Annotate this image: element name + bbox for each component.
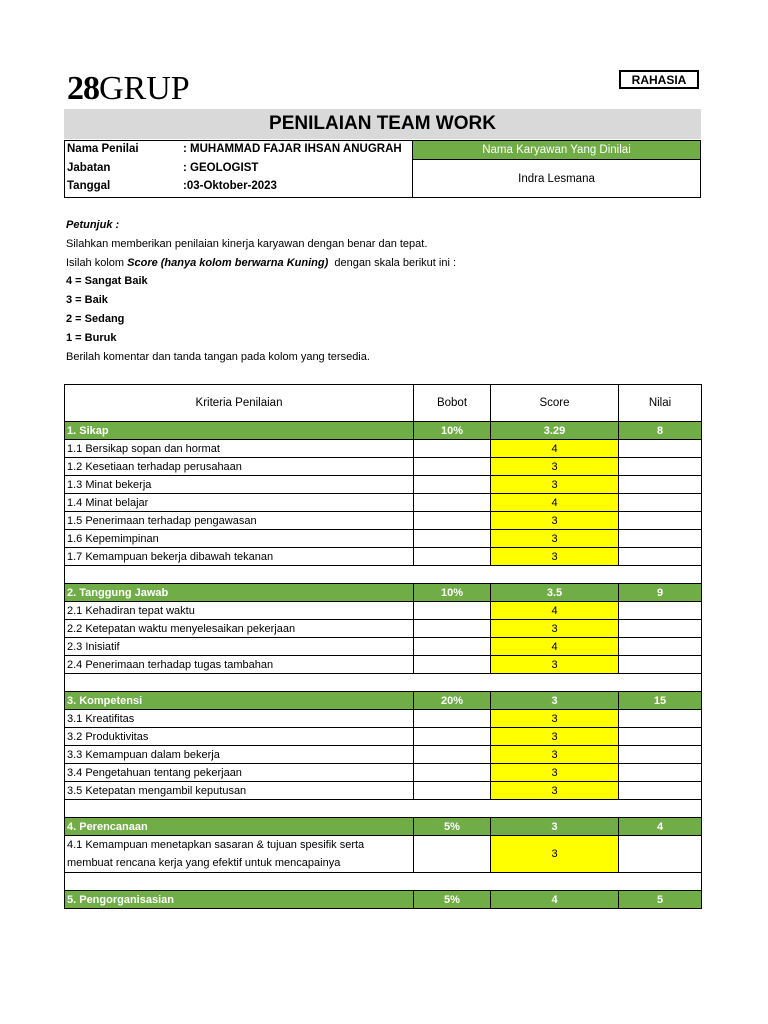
score-input-cell[interactable]: 4 xyxy=(491,440,619,458)
date-label: Tanggal xyxy=(67,180,111,192)
criteria-weight-cell xyxy=(414,764,491,782)
criteria-row xyxy=(65,710,702,728)
scale-item: 3 = Baik xyxy=(66,294,108,306)
criteria-weight-cell xyxy=(414,530,491,548)
instructions-line2 xyxy=(66,257,456,269)
criteria-row xyxy=(65,476,702,494)
logo-word: GRUP xyxy=(99,70,190,107)
score-input-cell[interactable]: 3 xyxy=(491,512,619,530)
criteria-label: 1.3 Minat bekerja xyxy=(65,476,414,494)
logo-number: 28 xyxy=(67,70,99,107)
evaluator-name-label: Nama Penilai xyxy=(67,143,139,155)
criteria-value-cell xyxy=(619,836,702,873)
assessment-table xyxy=(64,384,702,909)
section-value: 15 xyxy=(619,692,702,710)
criteria-value-cell xyxy=(619,620,702,638)
section-score: 3.29 xyxy=(491,422,619,440)
section-weight: 10% xyxy=(414,422,491,440)
criteria-value-cell xyxy=(619,656,702,674)
criteria-weight-cell xyxy=(414,602,491,620)
scale-item: 2 = Sedang xyxy=(66,313,125,325)
criteria-label: 3.4 Pengetahuan tentang pekerjaan xyxy=(65,764,414,782)
score-input-cell[interactable]: 3 xyxy=(491,530,619,548)
criteria-value-cell xyxy=(619,494,702,512)
section-name: 1. Sikap xyxy=(65,422,414,440)
criteria-row xyxy=(65,746,702,764)
criteria-row xyxy=(65,782,702,800)
instructions-line1: Silahkan memberikan penilaian kinerja karyawan dengan benar dan tepat. xyxy=(66,238,428,250)
section-name: 3. Kompetensi xyxy=(65,692,414,710)
criteria-label: 3.1 Kreatifitas xyxy=(65,710,414,728)
employee-label: Nama Karyawan Yang Dinilai xyxy=(413,141,700,160)
criteria-row xyxy=(65,458,702,476)
instructions-closing: Berilah komentar dan tanda tangan pada kolom yang tersedia. xyxy=(66,351,370,363)
instructions-line2-emphasis: Score (hanya kolom berwarna Kuning) xyxy=(127,257,329,269)
page-title: PENILAIAN TEAM WORK xyxy=(64,109,701,139)
score-input-cell[interactable]: 3 xyxy=(491,476,619,494)
criteria-weight-cell xyxy=(414,728,491,746)
criteria-value-cell xyxy=(619,782,702,800)
date-row xyxy=(65,178,413,196)
spacer-cell xyxy=(65,674,702,692)
criteria-row xyxy=(65,494,702,512)
criteria-value-cell xyxy=(619,746,702,764)
criteria-label: 1.4 Minat belajar xyxy=(65,494,414,512)
section-row xyxy=(65,422,702,440)
criteria-row xyxy=(65,512,702,530)
criteria-weight-cell xyxy=(414,512,491,530)
criteria-weight-cell xyxy=(414,494,491,512)
criteria-weight-cell xyxy=(414,782,491,800)
spacer-cell xyxy=(65,873,702,891)
criteria-row xyxy=(65,530,702,548)
criteria-value-cell xyxy=(619,530,702,548)
table-header-row xyxy=(65,385,702,422)
scale-item: 4 = Sangat Baik xyxy=(66,275,148,287)
score-input-cell[interactable]: 3 xyxy=(491,782,619,800)
criteria-weight-cell xyxy=(414,440,491,458)
section-weight: 5% xyxy=(414,891,491,909)
score-input-cell[interactable]: 3 xyxy=(491,746,619,764)
score-input-cell[interactable]: 3 xyxy=(491,620,619,638)
criteria-label: 1.2 Kesetiaan terhadap perusahaan xyxy=(65,458,414,476)
score-input-cell[interactable]: 3 xyxy=(491,458,619,476)
instructions-line2-post: dengan skala berikut ini : xyxy=(328,257,457,269)
criteria-value-cell xyxy=(619,440,702,458)
section-value: 9 xyxy=(619,584,702,602)
criteria-label: 3.2 Produktivitas xyxy=(65,728,414,746)
score-input-cell[interactable]: 4 xyxy=(491,602,619,620)
criteria-weight-cell xyxy=(414,638,491,656)
criteria-weight-cell xyxy=(414,710,491,728)
criteria-value-cell xyxy=(619,458,702,476)
criteria-row xyxy=(65,638,702,656)
section-value: 8 xyxy=(619,422,702,440)
criteria-label: 1.5 Penerimaan terhadap pengawasan xyxy=(65,512,414,530)
header-weight: Bobot xyxy=(414,385,491,422)
section-value: 5 xyxy=(619,891,702,909)
criteria-row xyxy=(65,728,702,746)
section-score: 3.5 xyxy=(491,584,619,602)
score-input-cell[interactable]: 3 xyxy=(491,728,619,746)
criteria-label: 2.2 Ketepatan waktu menyelesaikan pekerjaan xyxy=(65,620,414,638)
criteria-value-cell xyxy=(619,710,702,728)
section-score: 3 xyxy=(491,692,619,710)
criteria-row xyxy=(65,602,702,620)
section-score: 4 xyxy=(491,891,619,909)
section-weight: 5% xyxy=(414,818,491,836)
score-input-cell[interactable]: 3 xyxy=(491,548,619,566)
criteria-label: 2.3 Inisiatif xyxy=(65,638,414,656)
criteria-label: 2.4 Penerimaan terhadap tugas tambahan xyxy=(65,656,414,674)
criteria-value-cell xyxy=(619,638,702,656)
criteria-row xyxy=(65,656,702,674)
evaluator-name-value: : MUHAMMAD FAJAR IHSAN ANUGRAH xyxy=(183,143,402,155)
criteria-weight-cell xyxy=(414,620,491,638)
criteria-value-cell xyxy=(619,764,702,782)
criteria-weight-cell xyxy=(414,656,491,674)
criteria-row xyxy=(65,764,702,782)
position-row xyxy=(65,160,413,178)
criteria-label: 1.6 Kepemimpinan xyxy=(65,530,414,548)
employee-name: Indra Lesmana xyxy=(518,172,595,185)
spacer-row xyxy=(65,566,702,584)
section-row xyxy=(65,584,702,602)
criteria-label: 1.1 Bersikap sopan dan hormat xyxy=(65,440,414,458)
section-row xyxy=(65,818,702,836)
score-input-cell[interactable]: 4 xyxy=(491,494,619,512)
criteria-label: 3.3 Kemampuan dalam bekerja xyxy=(65,746,414,764)
spacer-cell xyxy=(65,800,702,818)
section-row xyxy=(65,891,702,909)
section-weight: 10% xyxy=(414,584,491,602)
criteria-label: 3.5 Ketepatan mengambil keputusan xyxy=(65,782,414,800)
section-name: 2. Tanggung Jawab xyxy=(65,584,414,602)
criteria-value-cell xyxy=(619,548,702,566)
evaluator-details xyxy=(65,141,413,197)
position-label: Jabatan xyxy=(67,162,111,174)
score-input-cell[interactable]: 3 xyxy=(491,764,619,782)
score-input-cell[interactable]: 4 xyxy=(491,638,619,656)
criteria-label: 4.1 Kemampuan menetapkan sasaran & tujuan spesifik serta membuat rencana kerja yang efektif untuk mencapainya xyxy=(65,836,414,873)
section-value: 4 xyxy=(619,818,702,836)
section-row xyxy=(65,692,702,710)
spacer-row xyxy=(65,674,702,692)
section-name: 5. Pengorganisasian xyxy=(65,891,414,909)
score-input-cell[interactable]: 3 xyxy=(491,710,619,728)
criteria-row xyxy=(65,440,702,458)
confidential-badge: RAHASIA xyxy=(619,70,699,89)
section-weight: 20% xyxy=(414,692,491,710)
header-criteria: Kriteria Penilaian xyxy=(65,385,414,422)
criteria-value-cell xyxy=(619,512,702,530)
company-logo xyxy=(67,71,190,107)
criteria-weight-cell xyxy=(414,746,491,764)
criteria-weight-cell xyxy=(414,836,491,873)
score-input-cell[interactable]: 3 xyxy=(491,836,619,873)
evaluator-name-row xyxy=(65,141,413,159)
section-name: 4. Perencanaan xyxy=(65,818,414,836)
score-input-cell[interactable]: 3 xyxy=(491,656,619,674)
criteria-value-cell xyxy=(619,476,702,494)
date-value: :03-Oktober-2023 xyxy=(183,180,277,192)
scale-item: 1 = Buruk xyxy=(66,332,117,344)
evaluator-info-box xyxy=(64,140,701,198)
criteria-weight-cell xyxy=(414,476,491,494)
section-score: 3 xyxy=(491,818,619,836)
criteria-value-cell xyxy=(619,602,702,620)
instructions-line2-pre: Isilah kolom xyxy=(66,257,128,269)
criteria-weight-cell xyxy=(414,458,491,476)
position-value: : GEOLOGIST xyxy=(183,162,259,174)
criteria-row xyxy=(65,836,702,873)
criteria-row xyxy=(65,620,702,638)
instructions-heading: Petunjuk : xyxy=(66,219,120,231)
spacer-row xyxy=(65,800,702,818)
criteria-value-cell xyxy=(619,728,702,746)
spacer-row xyxy=(65,873,702,891)
criteria-weight-cell xyxy=(414,548,491,566)
criteria-row xyxy=(65,548,702,566)
criteria-label: 2.1 Kehadiran tepat waktu xyxy=(65,602,414,620)
spacer-cell xyxy=(65,566,702,584)
header-score: Score xyxy=(491,385,619,422)
criteria-label: 1.7 Kemampuan bekerja dibawah tekanan xyxy=(65,548,414,566)
header-value: Nilai xyxy=(619,385,702,422)
